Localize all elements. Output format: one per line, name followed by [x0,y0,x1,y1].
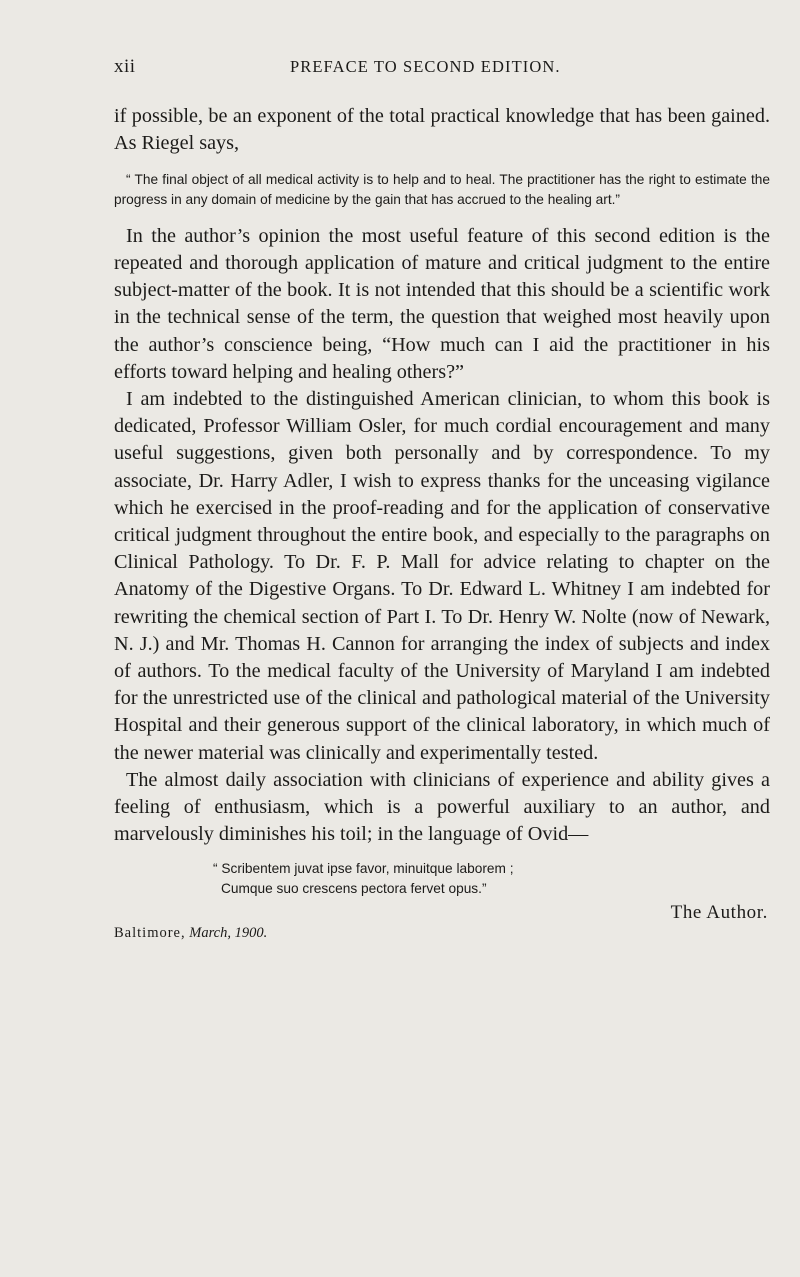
ovid-quote-line-2: Cumque suo crescens pectora fervet opus.” [221,881,487,897]
ovid-quote [213,859,770,899]
ovid-quote-line-1: “ Scribentem juvat ipse favor, minuitque laborem ; [213,861,514,877]
page-number: xii [114,56,136,77]
paragraph-author-opinion: In the author’s opinion the most useful feature of this second edition is the repeated and thorough application of mature and critical judgment to the entire subject-matter of the book. It is not intended that this should be a scientific work in the technical sense of the term, the question that weighed most heavily upon the author’s conscience being, “How much can I aid the practitioner in his efforts toward helping and healing others?” [114,224,770,383]
page-header [114,56,770,80]
riegel-quote: “ The final object of all medical activity is to help and to heal. The practitioner has the right to estimate the progress in any domain of medicine by the gain that has accrued to the healing art.” [114,172,770,207]
dateline-date: March, 1900. [189,925,268,942]
page-body [114,103,770,942]
dateline [114,925,770,942]
opening-paragraph: if possible, be an exponent of the total practical knowledge that has been gained. As Riegel says, [114,105,770,155]
running-head: PREFACE TO SECOND EDITION. [290,57,561,76]
dateline-place: Baltimore, [114,925,186,942]
paragraph-acknowledgements: I am indebted to the distinguished American clinician, to whom this book is dedicated, Professor William Osler, for much cordial encouragement and many useful suggestions, given both personally and by correspondence. To my associate, Dr. Harry Adler, I wish to express thanks for the unceasing vigilance which he exercised in the proof-reading and for the application of conservative critical judgment throughout the entire book, and especially to the paragraphs on Clinical Pathology. To Dr. F. P. Mall for advice relating to chapter on the Anatomy of the Digestive Organs. To Dr. Edward L. Whitney I am indebted for rewriting the chemical section of Part I. To Dr. Henry W. Nolte (now of Newark, N. J.) and Mr. Thomas H. Cannon for arranging the index of subjects and index of authors. To the medical faculty of the University of Maryland I am indebted for the unrestricted use of the clinical and pathological material of the University Hospital and their generous support of the clinical laboratory, in which much of the newer material was clinically and experimentally tested. [114,388,770,764]
paragraph-association: The almost daily association with clinicians of experience and ability gives a feeling of enthusiasm, which is a powerful auxiliary to an author, and marvelously diminishes his toil; in the language of Ovid— [114,768,770,846]
author-signature: The Author. [670,902,768,924]
